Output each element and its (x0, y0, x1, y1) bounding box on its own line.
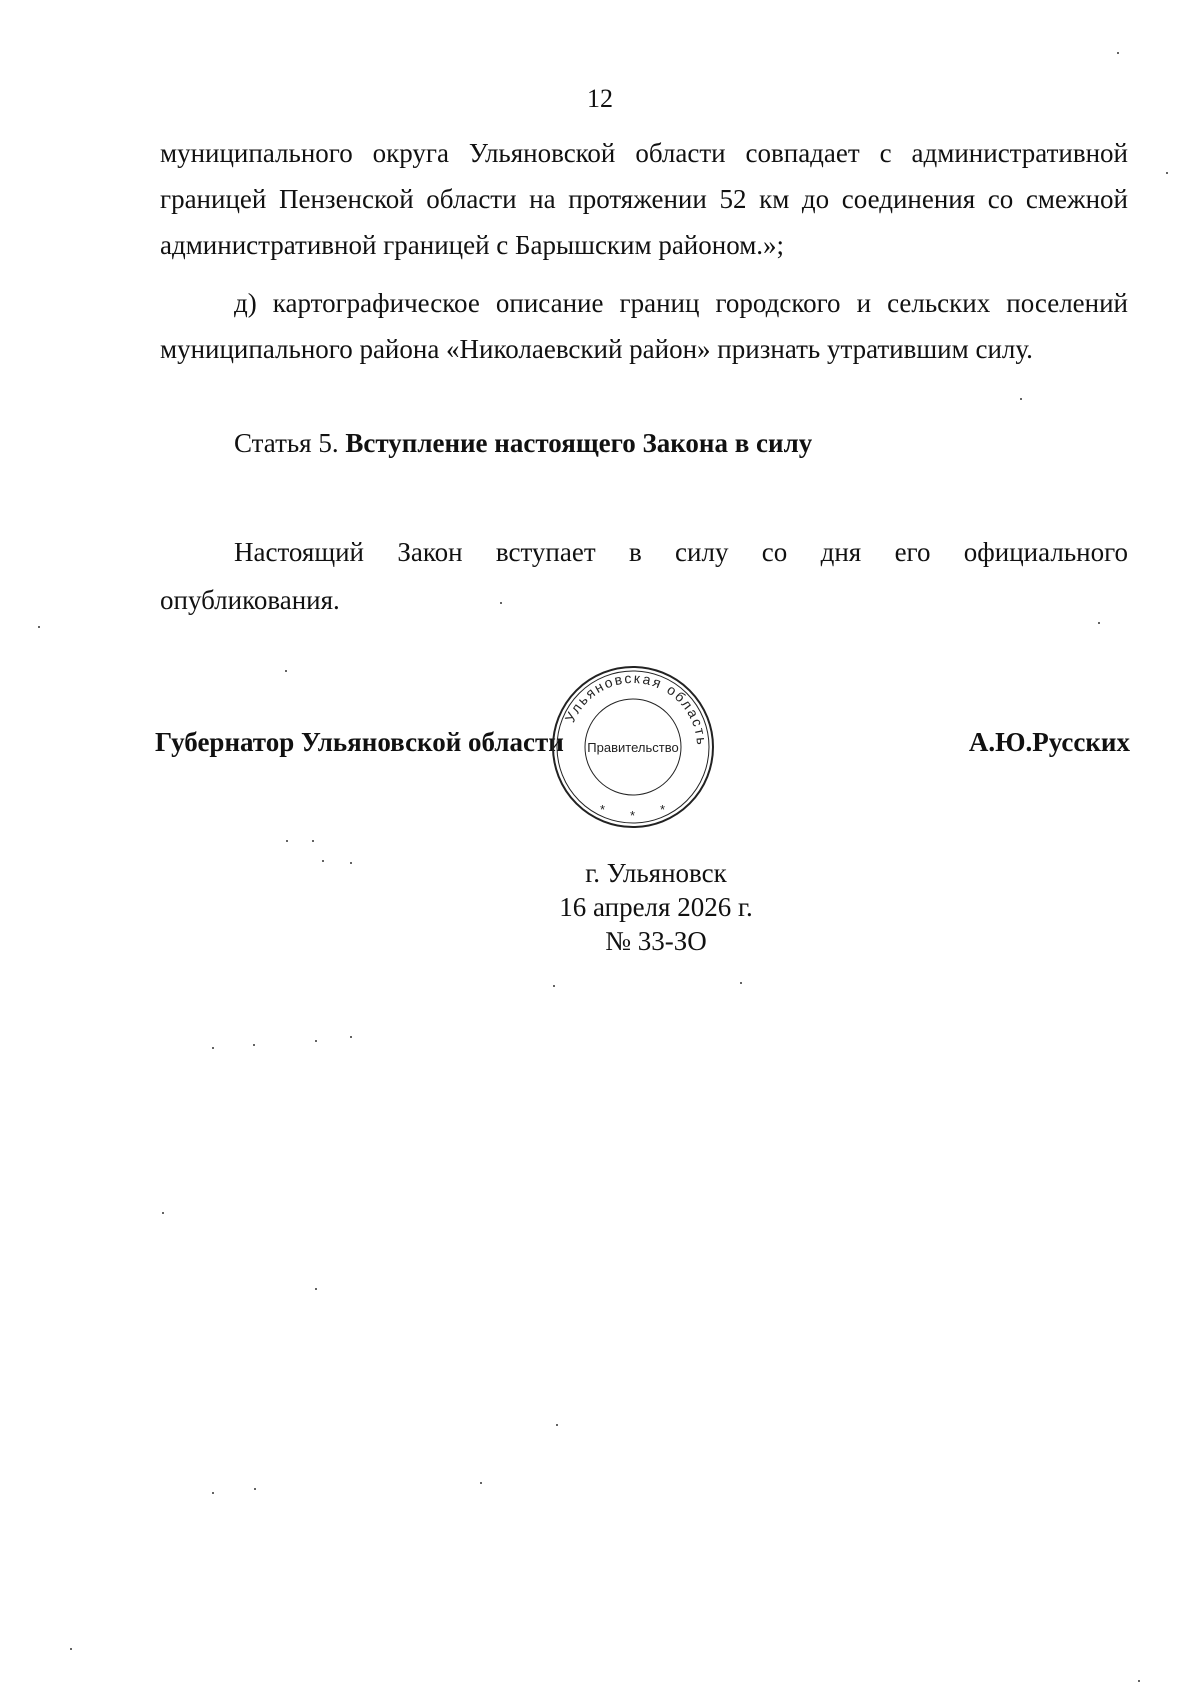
svg-text:Ульяновская область (562, 670, 711, 747)
scan-speck (556, 1424, 558, 1426)
paragraph-item-d: д) картографическое описание границ городского и сельских поселений муниципального района «Николаевский район» признать утратившим силу. (160, 288, 1128, 364)
article-text-rest: опубликования. (160, 585, 340, 615)
official-seal (550, 664, 716, 830)
seal-star-icon: * (600, 802, 606, 817)
scan-speck (285, 670, 287, 672)
scan-speck (212, 1492, 214, 1494)
scan-speck (500, 602, 502, 604)
scan-speck (286, 840, 288, 842)
article-label: Статья 5. (234, 428, 339, 458)
scan-speck (1020, 398, 1022, 400)
date: 16 апреля 2026 г. (559, 892, 753, 922)
seal-center-text: Правительство (587, 740, 679, 755)
scan-speck (38, 626, 40, 628)
page-number: 12 (587, 84, 613, 113)
scan-speck (350, 862, 352, 864)
law-number: № 33-ЗО (605, 926, 707, 956)
place-date-block (0, 856, 1200, 958)
scan-speck (480, 1482, 482, 1484)
scan-speck (322, 860, 324, 862)
scan-speck (553, 985, 555, 987)
scan-speck (253, 1044, 255, 1046)
scan-speck (1117, 52, 1119, 54)
scan-speck (315, 1288, 317, 1290)
paragraph-continuation: муниципального округа Ульяновской области совпадает с административной границей Пензенской области на протяжении 52 км до соединения со смежной административной границей с Барышским районом.»; (160, 138, 1128, 260)
scan-speck (740, 982, 742, 984)
article-heading (234, 428, 812, 459)
scan-speck (1166, 172, 1168, 174)
article-title: Вступление настоящего Закона в силу (345, 428, 813, 458)
city: г. Ульяновск (585, 858, 727, 888)
scan-speck (315, 1040, 317, 1042)
signatory-position: Губернатор Ульяновской области (155, 727, 564, 757)
scan-speck (212, 1047, 214, 1049)
article-text-first-line: Настоящий Закон вступает в силу со дня его официального (234, 537, 1128, 567)
scan-speck (1098, 622, 1100, 624)
seal-star-icon: * (660, 802, 666, 817)
article-text (160, 528, 1128, 624)
scan-speck (350, 1036, 352, 1038)
scan-speck (162, 1212, 164, 1214)
scan-speck (312, 840, 314, 842)
scan-speck (70, 1648, 72, 1650)
signatory-name: А.Ю.Русских (968, 727, 1130, 757)
seal-star-icon: * (630, 808, 636, 823)
seal-ring-text: Ульяновская область (561, 669, 711, 748)
scan-speck (254, 1488, 256, 1490)
scan-speck (1138, 1680, 1140, 1682)
